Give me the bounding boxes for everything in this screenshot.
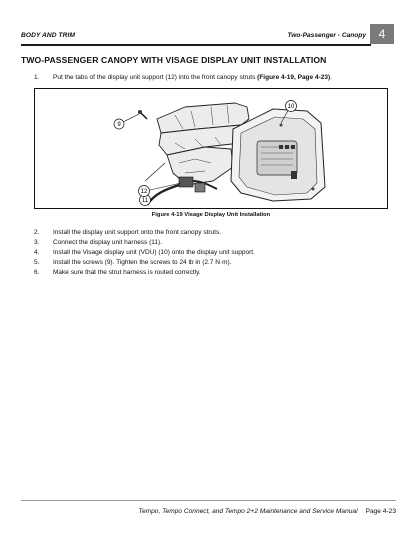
step-1-text: Put the tabs of the display unit support (12) into the front canopy struts bbox=[53, 74, 258, 81]
figure-reference: (Figure 4-19, Page 4-23) bbox=[257, 74, 331, 81]
footer-page-number: Page 4-23 bbox=[365, 508, 396, 515]
visage-display-unit bbox=[231, 109, 325, 201]
chapter-number: 4 bbox=[378, 27, 386, 41]
section-title: TWO-PASSENGER CANOPY WITH VISAGE DISPLAY UNIT INSTALLATION bbox=[21, 55, 327, 65]
figure-caption: Figure 4-19 Visage Display Unit Installation bbox=[151, 212, 271, 218]
step-text: Install the screws (9). Tighten the screws to 24 lb in (2.7 N·m). bbox=[53, 259, 232, 266]
figure-frame bbox=[34, 88, 388, 209]
step-number: 1. bbox=[34, 74, 40, 81]
step-number: 4. bbox=[34, 249, 40, 256]
callout-9 bbox=[114, 119, 124, 129]
footer-rule bbox=[21, 500, 396, 501]
step-text: Install the Visage display unit (VDU) (10) onto the display unit support. bbox=[53, 249, 255, 256]
header-subsection: Two-Passenger - Canopy bbox=[287, 32, 366, 39]
svg-text:10: 10 bbox=[287, 104, 295, 111]
svg-text:12: 12 bbox=[140, 189, 148, 196]
illustration bbox=[35, 89, 387, 208]
step-number: 6. bbox=[34, 269, 40, 276]
step-number: 5. bbox=[34, 259, 40, 266]
step-1-end: . bbox=[330, 74, 332, 81]
header-section: BODY AND TRIM bbox=[21, 32, 76, 39]
screw bbox=[138, 110, 147, 119]
step-number: 3. bbox=[34, 239, 40, 246]
svg-text:11: 11 bbox=[141, 198, 149, 205]
step-text: Connect the display unit harness (11). bbox=[53, 239, 162, 246]
callout-10 bbox=[286, 101, 297, 112]
header-rule bbox=[21, 44, 371, 46]
footer-manual-title: Tempo, Tempo Connect, and Tempo 2+2 Maintenance and Service Manual bbox=[138, 508, 358, 515]
callout-12 bbox=[139, 186, 150, 197]
footer bbox=[139, 508, 396, 515]
step-text: Make sure that the strut harness is routed correctly. bbox=[53, 269, 201, 276]
chapter-tab bbox=[370, 24, 394, 44]
step-number: 2. bbox=[34, 229, 40, 236]
svg-text:9: 9 bbox=[117, 122, 121, 129]
step-text bbox=[53, 74, 332, 81]
step-text: Install the display unit support onto the front canopy struts. bbox=[53, 229, 222, 236]
